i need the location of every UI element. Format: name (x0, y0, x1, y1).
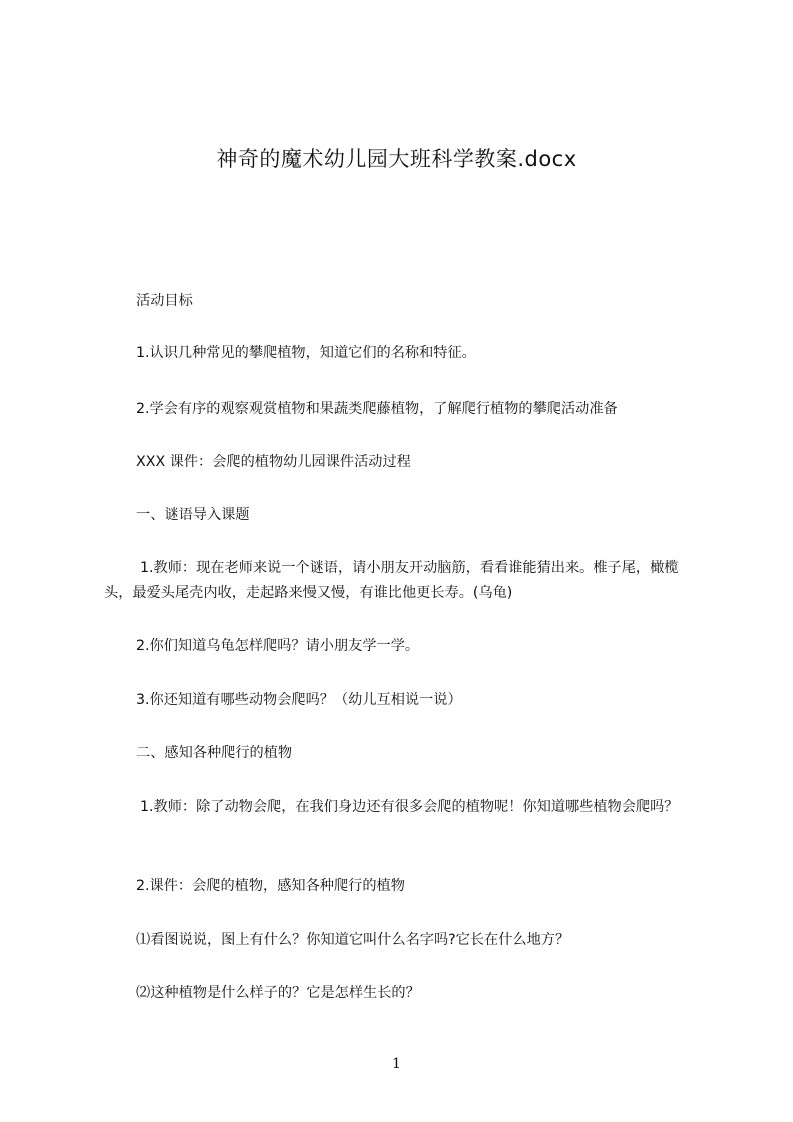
paragraph-heading-goals: 活动目标 (136, 293, 193, 309)
paragraph-section-1-heading: 一、谜语导入课题 (136, 507, 250, 523)
paragraph-look-and-talk: ⑴看图说说，图上有什么？你知道它叫什么名字吗?它长在什么地方？ (136, 932, 570, 948)
paragraph-riddle: 1.教师：现在老师来说一个谜语，请小朋友开动脑筋，看看谁能猜出来。椎子尾，橄榄头，最爱头尾壳内收，走起路来慢又慢，有谁比他更长寿。(乌龟) (104, 560, 679, 601)
paragraph-climbing-plants-question: 1.教师：除了动物会爬，在我们身边还有很多会爬的植物呢！你知道哪些植物会爬吗？ (140, 799, 679, 815)
paragraph-plant-appearance: ⑵这种植物是什么样子的？它是怎样生长的？ (136, 985, 420, 1001)
paragraph-courseware: 2.课件：会爬的植物，感知各种爬行的植物 (136, 878, 405, 894)
page-number: 1 (392, 1056, 401, 1072)
paragraph-goal-2: 2.学会有序的观察观赏植物和果蔬类爬藤植物，了解爬行植物的攀爬活动准备 (136, 401, 618, 417)
paragraph-turtle-crawl: 2.你们知道乌龟怎样爬吗？请小朋友学一学。 (136, 638, 420, 654)
paragraph-section-2-heading: 二、感知各种爬行的植物 (136, 745, 293, 761)
paragraph-preparation: XXX 课件：会爬的植物幼儿园课件活动过程 (136, 454, 411, 470)
paragraph-goal-1: 1.认识几种常见的攀爬植物，知道它们的名称和特征。 (136, 345, 476, 361)
paragraph-other-animals: 3.你还知道有哪些动物会爬吗？（幼儿互相说一说） (136, 692, 462, 708)
document-title: 神奇的魔术幼儿园大班科学教案.docx (216, 147, 577, 171)
